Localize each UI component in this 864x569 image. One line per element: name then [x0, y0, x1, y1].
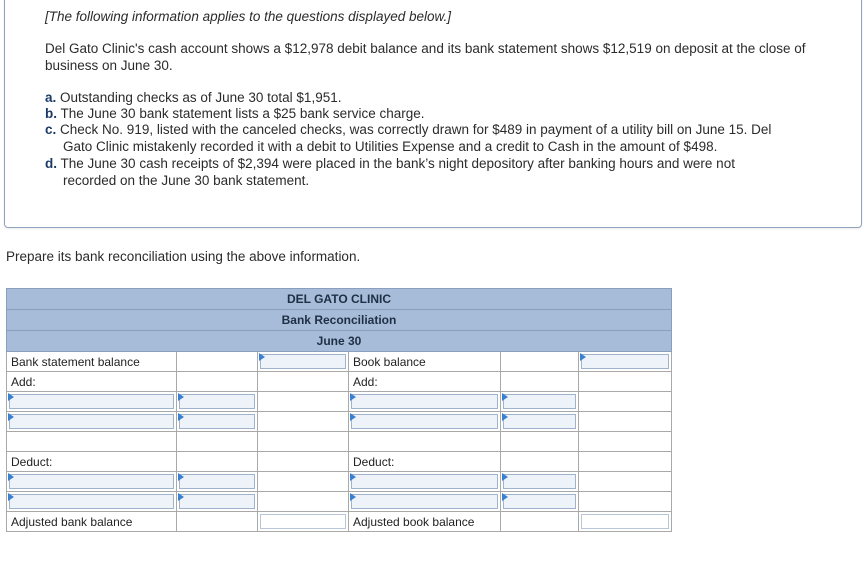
- bank-deduct-label: Deduct:: [7, 452, 177, 472]
- empty-cell: [177, 432, 258, 452]
- book-add-amount-input[interactable]: [501, 412, 579, 432]
- empty-cell: [258, 392, 349, 412]
- input-flag-icon: [8, 493, 14, 501]
- empty-cell: [258, 452, 349, 472]
- report-title: Bank Reconciliation: [7, 310, 672, 331]
- prompt-text: Prepare its bank reconciliation using the above information.: [6, 249, 361, 264]
- table-row: [7, 412, 672, 432]
- table-row: [7, 492, 672, 512]
- input-flag-icon: [8, 413, 14, 421]
- book-balance-label: Book balance: [349, 352, 501, 372]
- bank-balance-input[interactable]: [258, 352, 349, 372]
- book-deduct-description-input[interactable]: [349, 492, 501, 512]
- input-flag-icon: [350, 473, 356, 481]
- empty-cell: [258, 372, 349, 392]
- bank-add-amount-input[interactable]: [177, 412, 258, 432]
- table-row: [7, 392, 672, 412]
- item-c: [45, 122, 845, 155]
- bank-deduct-description-input[interactable]: [7, 492, 177, 512]
- empty-cell: [258, 492, 349, 512]
- empty-cell: [579, 452, 672, 472]
- bank-add-amount-input[interactable]: [177, 392, 258, 412]
- input-flag-icon: [178, 413, 184, 421]
- input-flag-icon: [178, 493, 184, 501]
- input-flag-icon: [502, 393, 508, 401]
- report-date: June 30: [7, 331, 672, 352]
- item-text: The June 30 bank statement lists a $25 bank service charge.: [60, 106, 425, 121]
- empty-cell: [501, 352, 579, 372]
- table-row: [7, 432, 672, 452]
- bank-add-description-input[interactable]: [7, 392, 177, 412]
- table-row: [7, 352, 672, 372]
- adjusted-book-balance-label: Adjusted book balance: [349, 512, 501, 532]
- book-balance-input[interactable]: [579, 352, 672, 372]
- table-header-subtitle: [7, 310, 672, 331]
- empty-cell: [258, 432, 349, 452]
- input-flag-icon: [502, 413, 508, 421]
- input-flag-icon: [178, 393, 184, 401]
- table-row: [7, 372, 672, 392]
- bank-deduct-amount-input[interactable]: [177, 472, 258, 492]
- empty-cell: [177, 512, 258, 532]
- empty-cell: [501, 512, 579, 532]
- item-letter: d.: [45, 156, 57, 171]
- intro-text: [The following information applies to the questions displayed below.]: [45, 9, 451, 24]
- input-flag-icon: [350, 393, 356, 401]
- empty-cell: [501, 452, 579, 472]
- input-flag-icon: [8, 473, 14, 481]
- table-row: [7, 452, 672, 472]
- item-text: The June 30 cash receipts of $2,394 were placed in the bank’s night depository after banking hours and were not: [60, 156, 735, 171]
- table-header-date: [7, 331, 672, 352]
- input-flag-icon: [350, 413, 356, 421]
- empty-cell: [579, 372, 672, 392]
- item-text: Check No. 919, listed with the canceled checks, was correctly drawn for $489 in payment of a utility bill on June 15. Del: [60, 122, 772, 137]
- empty-cell: [501, 372, 579, 392]
- empty-cell: [579, 492, 672, 512]
- empty-cell: [579, 472, 672, 492]
- book-add-label: Add:: [349, 372, 501, 392]
- bank-add-label: Add:: [7, 372, 177, 392]
- bank-deduct-description-input[interactable]: [7, 472, 177, 492]
- adjusted-bank-balance-input[interactable]: [258, 512, 349, 532]
- book-deduct-description-input[interactable]: [349, 472, 501, 492]
- empty-cell: [177, 452, 258, 472]
- empty-cell: [177, 352, 258, 372]
- item-letter: b.: [45, 106, 57, 121]
- input-flag-icon: [350, 493, 356, 501]
- problem-paragraph: Del Gato Clinic's cash account shows a $12,978 debit balance and its bank statement shows $12,519 on deposit at the close of business on June 30.: [45, 41, 806, 73]
- bank-deduct-amount-input[interactable]: [177, 492, 258, 512]
- bank-reconciliation-table: [6, 288, 672, 532]
- book-deduct-amount-input[interactable]: [501, 472, 579, 492]
- item-letter: c.: [45, 122, 57, 137]
- input-flag-icon: [178, 473, 184, 481]
- empty-cell: [501, 432, 579, 452]
- table-row: [7, 472, 672, 492]
- item-text: Outstanding checks as of June 30 total $1,951.: [60, 90, 342, 105]
- empty-cell: [258, 412, 349, 432]
- empty-cell: [177, 372, 258, 392]
- empty-cell: [579, 412, 672, 432]
- input-flag-icon: [502, 493, 508, 501]
- book-add-description-input[interactable]: [349, 412, 501, 432]
- adjusted-book-balance-input[interactable]: [579, 512, 672, 532]
- empty-cell: [258, 472, 349, 492]
- book-add-description-input[interactable]: [349, 392, 501, 412]
- empty-cell: [349, 432, 501, 452]
- input-flag-icon: [8, 393, 14, 401]
- item-a: [45, 90, 845, 107]
- book-deduct-amount-input[interactable]: [501, 492, 579, 512]
- company-name: DEL GATO CLINIC: [7, 289, 672, 310]
- item-b: [45, 106, 845, 123]
- empty-cell: [579, 392, 672, 412]
- empty-cell: [7, 432, 177, 452]
- book-add-amount-input[interactable]: [501, 392, 579, 412]
- book-deduct-label: Deduct:: [349, 452, 501, 472]
- input-flag-icon: [259, 353, 265, 361]
- empty-cell: [579, 432, 672, 452]
- item-letter: a.: [45, 90, 57, 105]
- item-text-continued: recorded on the June 30 bank statement.: [63, 172, 310, 188]
- bank-add-description-input[interactable]: [7, 412, 177, 432]
- item-d: [45, 156, 845, 189]
- item-text-continued: Gato Clinic mistakenly recorded it with a debit to Utilities Expense and a credit to Cash in the amount of $498.: [63, 138, 718, 154]
- input-flag-icon: [502, 473, 508, 481]
- table-row: [7, 512, 672, 532]
- adjusted-bank-balance-label: Adjusted bank balance: [7, 512, 177, 532]
- bank-balance-label: Bank statement balance: [7, 352, 177, 372]
- input-flag-icon: [580, 353, 586, 361]
- table-header-title: [7, 289, 672, 310]
